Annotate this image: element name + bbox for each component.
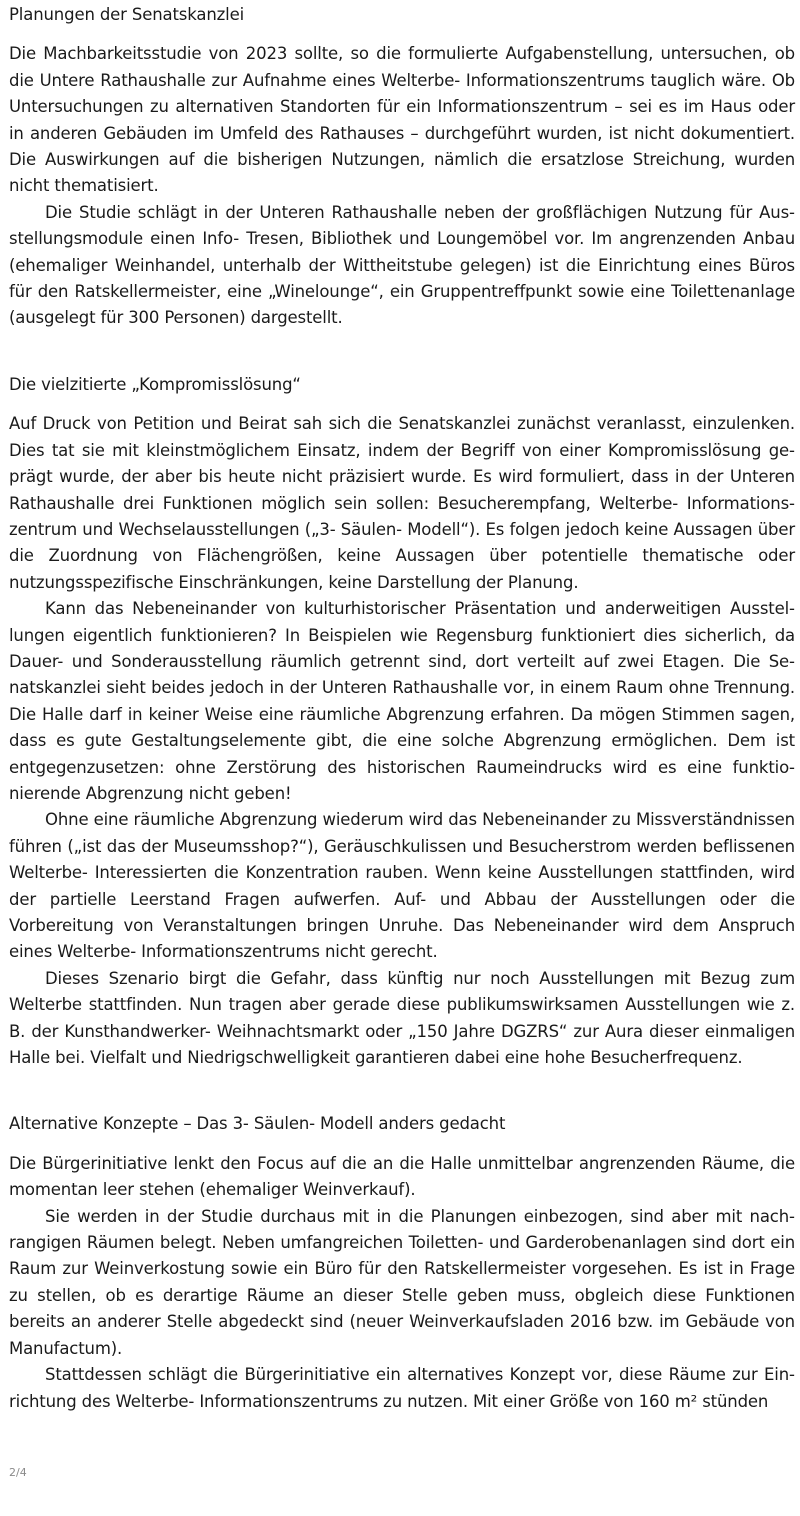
paragraph: Die Bürgerinitiative lenkt den Focus auf die an die Halle unmittelbar angrenzenden Räume, die momentan leer stehen (ehemaliger Weinverkauf). [9,1153,795,1200]
document-page [9,2,795,1415]
paragraph: Sie werden in der Studie durchaus mit in die Planungen einbezogen, sind aber mit nachrangigen Räumen belegt. Neben umfangreichen Toiletten- und Garderobenanlagen sind dort ein Raum zur Weinverkostung sowie ein Büro für den Ratskellermeister vorgesehen. Es ist in Frage zu stellen, ob es derartige Räume an dieser Stelle geben muss, obgleich diese Funktionen bereits an anderer Stelle abgedeckt sind (neuer Weinverkaufsladen 2016 bzw. im Gebäude von Manufactum). [9,1206,795,1358]
paragraph: Dieses Szenario birgt die Gefahr, dass künftig nur noch Ausstellungen mit Bezug zum Welterbe stattfinden. Nun tragen aber gerade diese publikumswirksamen Ausstellungen wie z. B. der Kunsthandwerker- Weihnachtsmarkt oder „150 Jahre DGZRS“ zur Aura dieser einmaligen Halle bei. Vielfalt und Niedrigschwelligkeit garantieren dabei eine hohe Besucherfrequenz. [9,968,795,1068]
paragraph: Die Studie schlägt in der Unteren Rathaushalle neben der großflächigen Nutzung für Ausstellungsmodule einen Info- Tresen, Bibliothek und Loungemöbel vor. Im angrenzenden Anbau (ehemaliger Weinhandel, unterhalb der Wittheitstube gelegen) ist die Einrichtung eines Büros für den Ratskellermeister, eine „Winelounge“, ein Gruppentreffpunkt sowie eine Toilettenanlage (ausgelegt für 300 Personen) dargestellt. [9,202,795,328]
paragraph: Die Machbarkeitsstudie von 2023 sollte, so die formulierte Aufgabenstellung, untersuchen, ob die Untere Rathaushalle zur Aufnahme eines Welterbe- Informationszentrums tauglich wäre. Ob Untersuchungen zu alternativen Standorten für ein Informationszentrum – sei es im Haus oder in anderen Gebäuden im Umfeld des Rathauses – durchgeführt wurden, ist nicht dokumentiert. Die Auswirkungen auf die bisherigen Nutzungen, nämlich die ersatzlose Streichung, wurden nicht thematisiert. [9,44,795,196]
paragraph: Ohne eine räumliche Abgrenzung wiederum wird das Nebeneinander zu Missverständnissen führen („ist das der Museumsshop?“), Geräuschkulissen und Besucherstrom werden beflissenen Welterbe- Interessierten die Konzentration rauben. Wenn keine Ausstellungen stattfinden, wird der partielle Leerstand Fragen aufwerfen. Auf- und Abbau der Ausstellungen oder die Vorbereitung von Veranstaltungen bringen Unruhe. Das Nebeneinander wird dem Anspruch eines Welterbe- Informationszentrums nicht gerecht. [9,810,795,962]
paragraph: Auf Druck von Petition und Beirat sah sich die Senatskanzlei zunächst veranlasst, einzulenken. Dies tat sie mit kleinstmöglichem Einsatz, indem der Begriff von einer Kompromisslösung geprägt wurde, der aber bis heute nicht präzisiert wurde. Es wird formuliert, dass in der Unteren Rathaushalle drei Funktionen möglich sein sollen: Besucherempfang, Welterbe- Informationszentrum und Wechselausstellungen („3- Säulen- Modell“). Es folgen jedoch keine Aussagen über die Zuordnung von Flächengrößen, keine Aussagen über potentielle thematische oder nutzungsspezifische Einschränkungen, keine Darstellung der Planung. [9,414,795,592]
paragraph: Kann das Nebeneinander von kulturhistorischer Präsentation und anderweitigen Ausstellungen eigentlich funktionieren? In Beispielen wie Regensburg funktioniert dies sicherlich, da Dauer- und Sonderausstellung räumlich getrennt sind, dort verteilt auf zwei Etagen. Die Senatskanzlei sieht beides jedoch in der Unteren Rathaushalle vor, in einem Raum ohne Trennung. Die Halle darf in keiner Weise eine räumliche Abgrenzung erfahren. Da mögen Stimmen sagen, dass es gute Gestaltungselemente gibt, die eine solche Abgrenzung ermöglichen. Dem ist entgegenzusetzen: ohne Zerstörung des historischen Raumeindrucks wird es eine funktionierende Abgrenzung nicht geben! [9,599,795,803]
section-heading-kompromiss: Die vielzitierte „Kompromisslösung“ [9,374,301,394]
section-heading-planungen: Planungen der Senatskanzlei [9,5,245,24]
section-heading-alternative-konzepte: Alternative Konzepte – Das 3- Säulen- Modell anders gedacht [9,1114,506,1134]
page-number: 2/4 [9,1466,27,1479]
paragraph: Stattdessen schlägt die Bürgerinitiative ein alternatives Konzept vor, diese Räume zur Einrichtung des Welterbe- Informationszentrums zu nutzen. Mit einer Größe von 160 m² stünden [9,1365,795,1411]
